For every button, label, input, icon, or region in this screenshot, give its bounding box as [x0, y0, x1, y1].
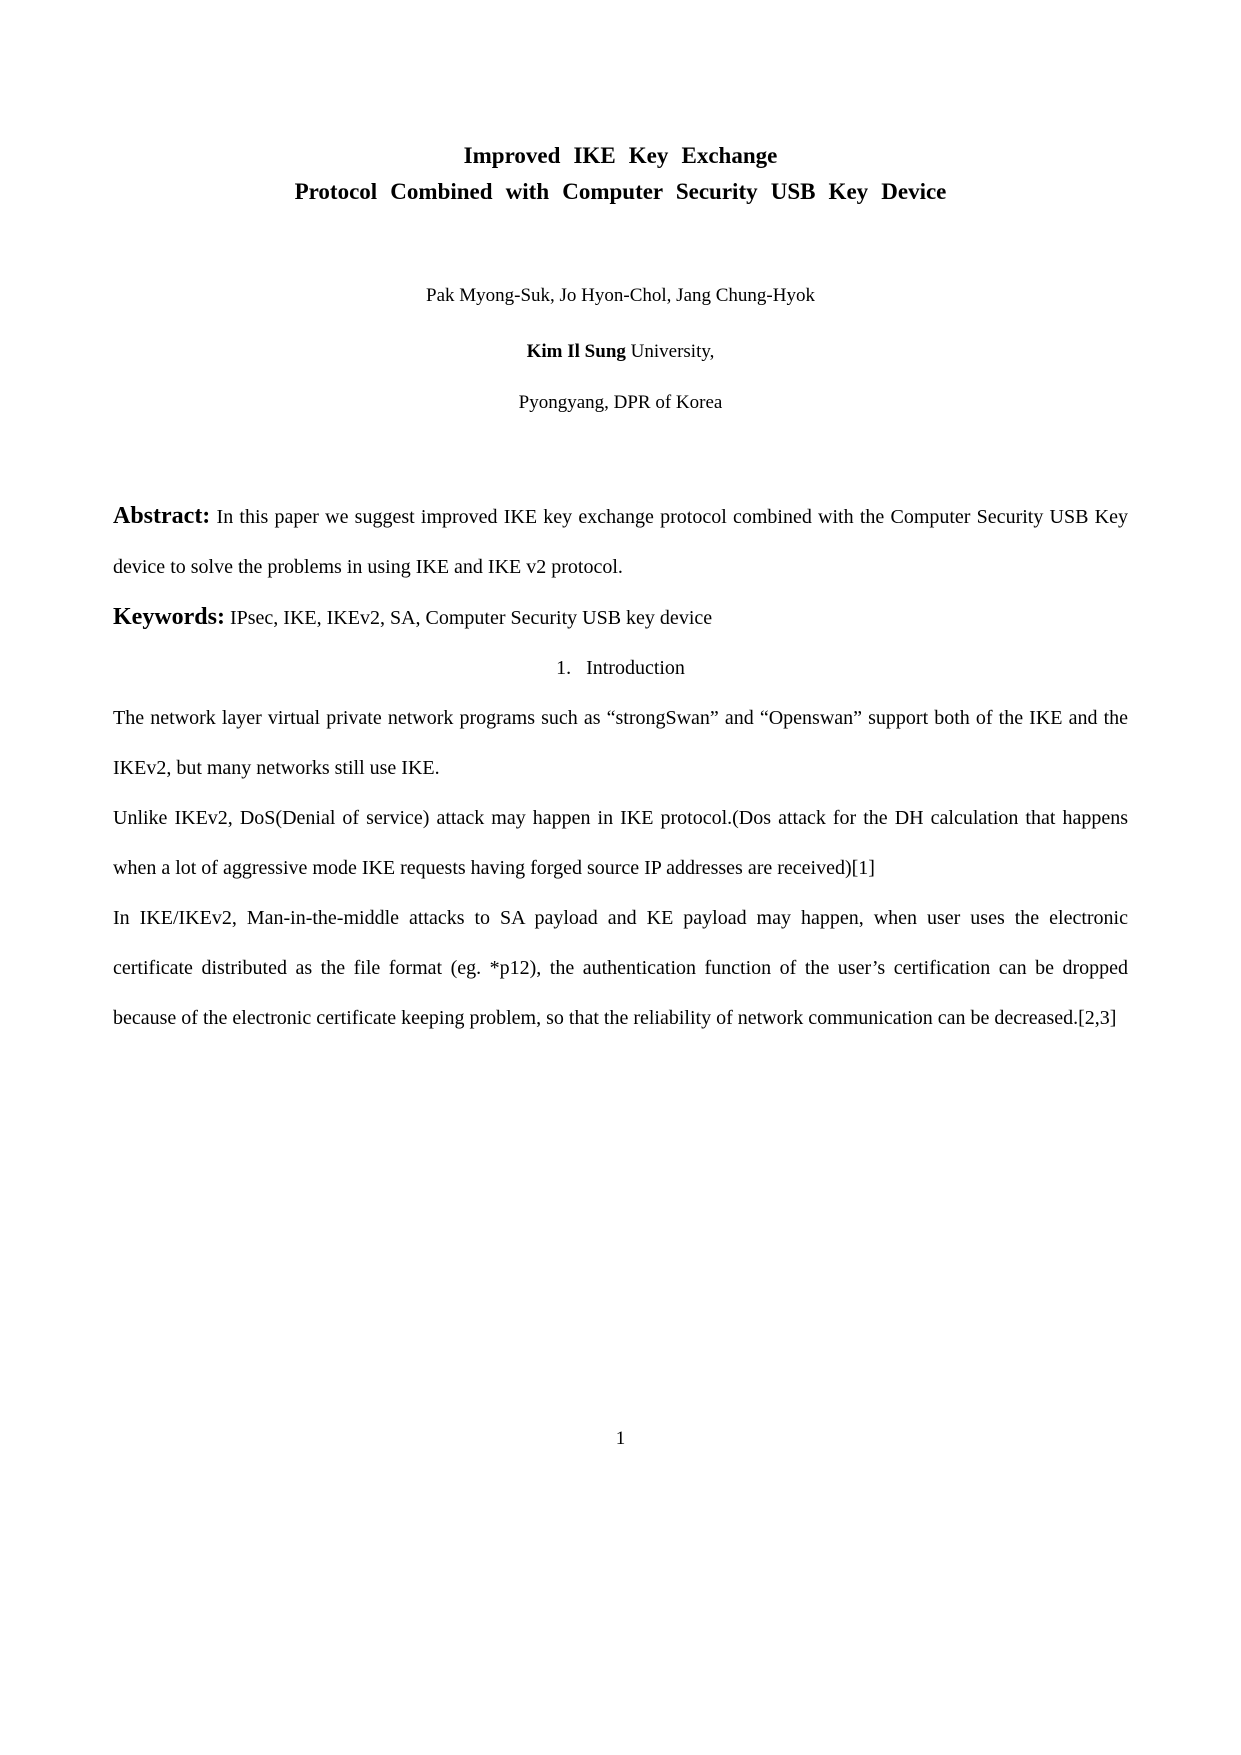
page-number: 1 [615, 1428, 626, 1449]
authors-line: Pak Myong-Suk, Jo Hyon-Chol, Jang Chung-Hyok [426, 285, 815, 306]
abstract-text: In this paper we suggest improved IKE key exchange protocol combined with the Computer Security USB Key device to solve the problems in using IKE and IKE v2 protocol. [113, 506, 1128, 578]
affiliation-line2: Pyongyang, DPR of Korea [518, 392, 723, 413]
affiliation-university-bold: Kim Il Sung [526, 341, 626, 362]
keywords-text: IPsec, IKE, IKEv2, SA, Computer Security USB key device [229, 607, 713, 629]
page-content [113, 0, 1128, 1043]
section-heading-introduction: 1. Introduction [556, 657, 685, 679]
paragraph-2: Unlike IKEv2, DoS(Denial of service) attack may happen in IKE protocol.(Dos attack for the DH calculation that happens when a lot of aggressive mode IKE requests having forged source IP addresses are received)[1] [113, 807, 1128, 879]
paragraph-1: The network layer virtual private network programs such as “strongSwan” and “Openswan” support both of the IKE and the IKEv2, but many networks still use IKE. [113, 707, 1128, 779]
keywords-paragraph [113, 592, 1128, 643]
paper-title-line1: Improved IKE Key Exchange [463, 143, 778, 168]
paragraph-3: In IKE/IKEv2, Man-in-the-middle attacks to SA payload and KE payload may happen, when user uses the electronic certificate distributed as the file format (eg. *p12), the authentication function of the user’s certification can be dropped because of the electronic certificate keeping problem, so that the reliability of network communication can be decreased.[2,3] [113, 907, 1128, 1029]
affiliation-line1 [113, 340, 1128, 364]
body-text-block [113, 491, 1128, 1043]
affiliation-university-rest: University, [625, 341, 715, 362]
abstract-paragraph [113, 491, 1128, 592]
paper-title [113, 138, 1128, 210]
abstract-label: Abstract: [113, 503, 211, 529]
keywords-label: Keywords: [113, 604, 225, 630]
paper-title-line2: Protocol Combined with Computer Security USB Key Device [294, 179, 947, 204]
